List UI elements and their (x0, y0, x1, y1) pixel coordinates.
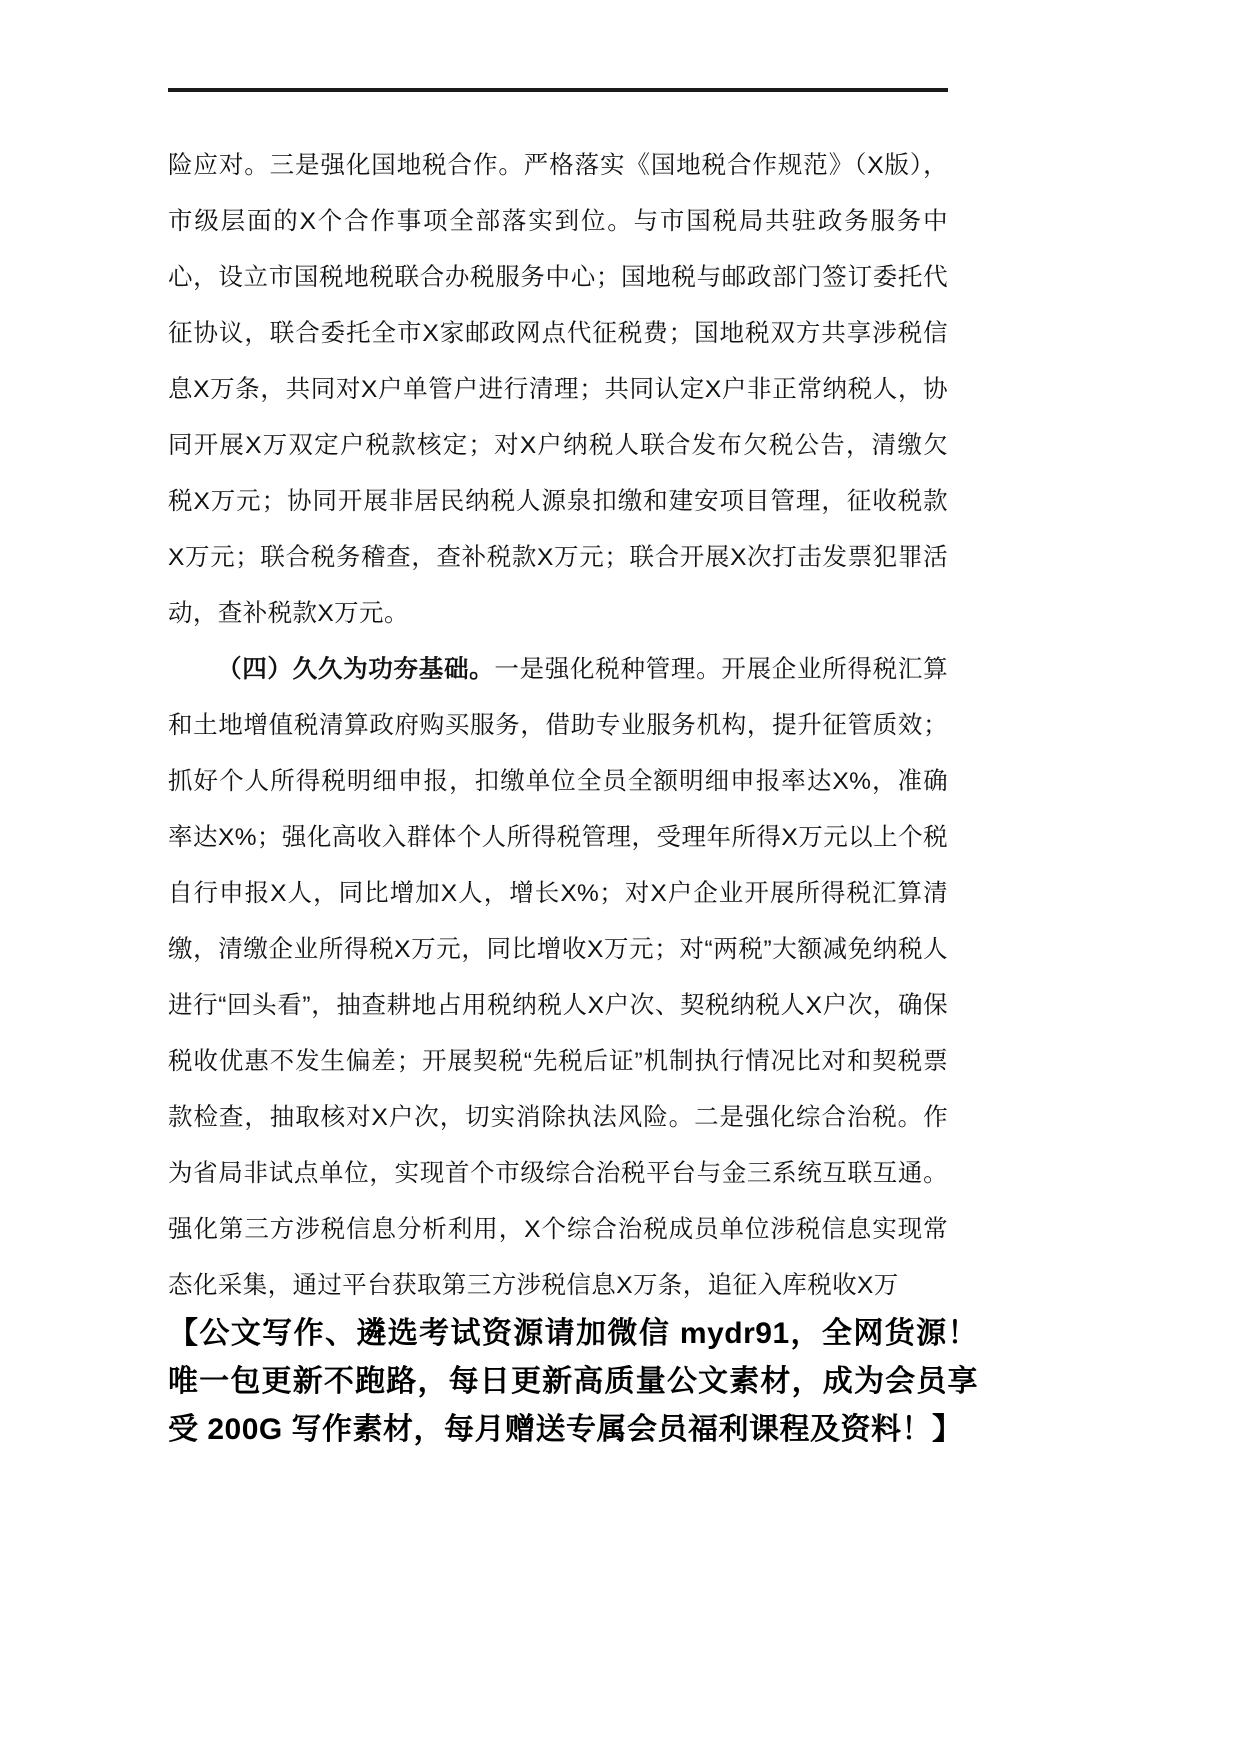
promo-note: 【公文写作、遴选考试资源请加微信 mydr91，全网货源！唯一包更新不跑路，每日更新高质量公文素材，成为会员享受 200G 写作素材，每月赠送专属会员福利课程及资料！】 (168, 1317, 978, 1446)
paragraph-section-four (168, 642, 948, 1314)
body-text-block (168, 138, 948, 1314)
header-divider (168, 88, 948, 92)
section-body-text: 一是强化税种管理。开展企业所得税汇算和土地增值税清算政府购买服务，借助专业服务机构，提升征管质效；抓好个人所得税明细申报，扣缴单位全员全额明细申报率达X%，准确率达X%；强化高收入群体个人所得税管理，受理年所得X万元以上个税自行申报X人，同比增加X人，增长X%；对X户企业开展所得税汇算清缴，清缴企业所得税X万元，同比增收X万元；对“两税”大额减免纳税人进行“回头看”，抽查耕地占用税纳税人X户次、契税纳税人X户次，确保税收优惠不发生偏差；开展契税“先税后证”机制执行情况比对和契税票款检查，抽取核对X户次，切实消除执法风险。二是强化综合治税。作为省局非试点单位，实现首个市级综合治税平台与金三系统互联互通。强化第三方涉税信息分析利用，X个综合治税成员单位涉税信息实现常态化采集，通过平台获取第三方涉税信息X万条，追征入库税收X万 (168, 656, 949, 1299)
document-content (168, 88, 948, 1314)
section-heading-lead: （四）久久为功夯基础。 (217, 656, 495, 683)
paragraph-continued: 险应对。三是强化国地税合作。严格落实《国地税合作规范》（X版），市级层面的X个合作事项全部落实到位。与市国税局共驻政务服务中心，设立市国税地税联合办税服务中心；国地税与邮政部门签订委托代征协议，联合委托全市X家邮政网点代征税费；国地税双方共享涉税信息X万条，共同对X户单管户进行清理；共同认定X户非正常纳税人，协同开展X万双定户税款核定；对X户纳税人联合发布欠税公告，清缴欠税X万元；协同开展非居民纳税人源泉扣缴和建安项目管理，征收税款X万元；联合税务稽查，查补税款X万元；联合开展X次打击发票犯罪活动，查补税款X万元。 (168, 152, 948, 627)
